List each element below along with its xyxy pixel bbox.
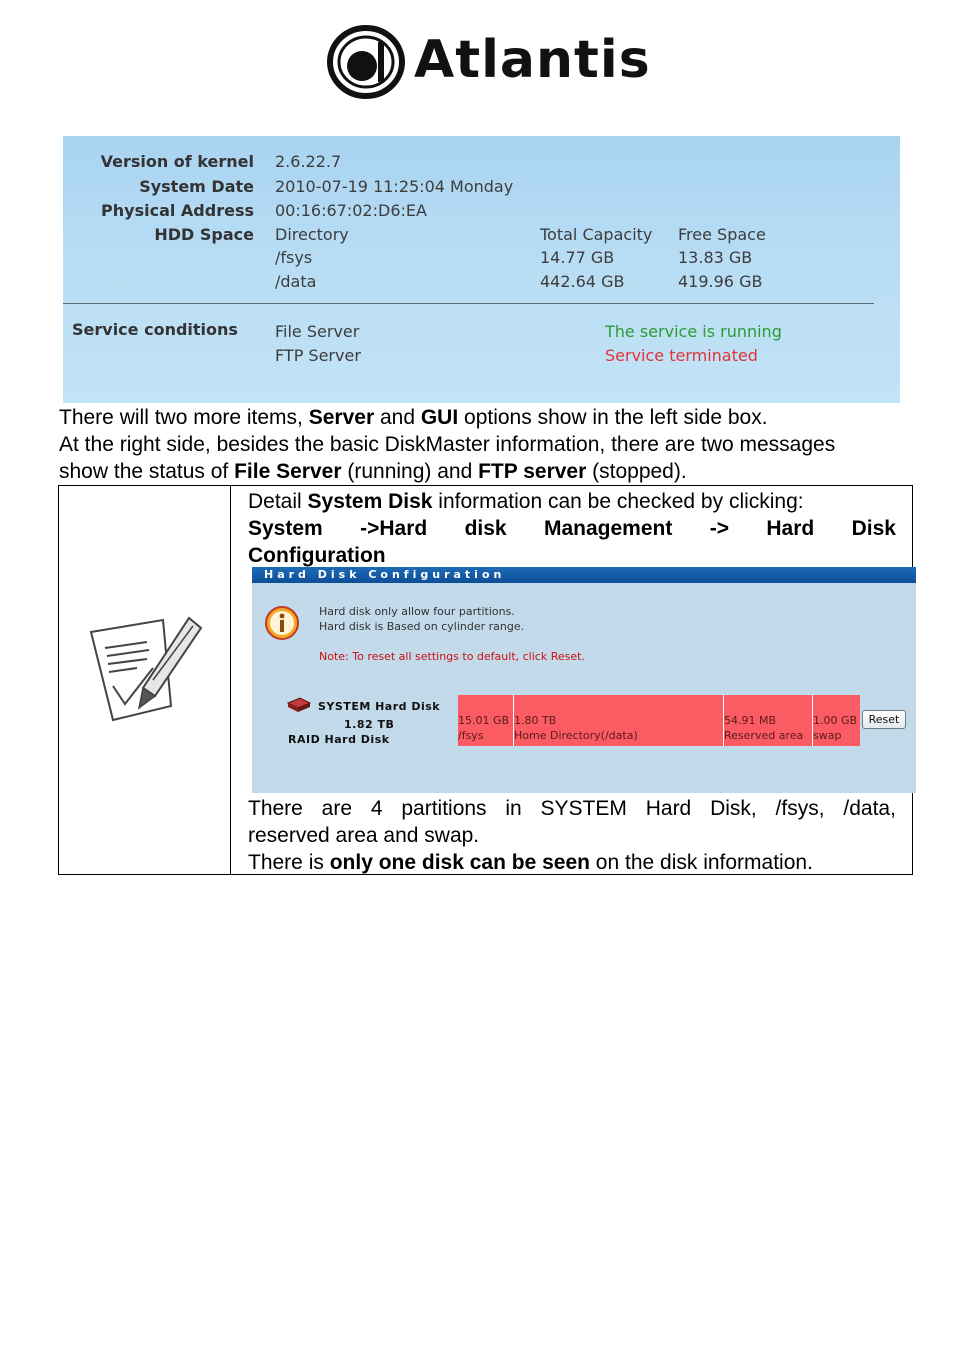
bold-ftp-server: FTP server (478, 460, 587, 483)
text-span: There is (248, 851, 330, 874)
service-name: File Server (275, 322, 360, 341)
partition-label: /fsys (458, 729, 484, 742)
hdd-row-total: 442.64 GB (540, 272, 625, 291)
path-word: -> (709, 517, 729, 540)
word: /fsys, (775, 797, 825, 820)
hdd-header-free: Free Space (678, 225, 766, 244)
bold-system-disk: System Disk (307, 490, 433, 513)
path-word: disk (464, 517, 507, 540)
partition-segment[interactable] (813, 695, 860, 746)
disk-type: RAID Hard Disk (288, 733, 390, 746)
atlantis-logo (326, 24, 651, 100)
hdd-row-total: 14.77 GB (540, 248, 615, 267)
word: Hard (645, 797, 692, 820)
partition-size: 15.01 GB (458, 714, 510, 727)
system-date-value: 2010-07-19 11:25:04 Monday (275, 177, 514, 196)
logo-text: Atlantis (414, 30, 651, 90)
kernel-label: Version of kernel (100, 152, 254, 171)
hdc-message: Hard disk is Based on cylinder range. (319, 620, 525, 633)
atlantis-logo-mark-icon (326, 24, 406, 100)
menu-path-line (248, 515, 896, 542)
hdd-header-total: Total Capacity (540, 225, 653, 244)
partition-segment[interactable] (458, 695, 514, 746)
word: /data, (843, 797, 896, 820)
partitions-line-2: reserved area and swap. (248, 824, 480, 847)
service-conditions-label: Service conditions (72, 320, 238, 339)
hdd-row-dir: /fsys (275, 248, 313, 267)
partition-label: swap (813, 729, 842, 742)
partition-label: Reserved area (724, 729, 804, 742)
hdd-row-free: 419.96 GB (678, 272, 763, 291)
disk-name: SYSTEM Hard Disk (318, 700, 441, 713)
paragraph-right-side: At the right side, besides the basic DiskMaster information, there are two messages (59, 433, 836, 456)
bold-only-one-disk: only one disk can be seen (329, 851, 590, 874)
text-span: show the status of (59, 460, 235, 483)
hdd-row-dir: /data (275, 272, 317, 291)
text-span: Detail (248, 490, 308, 513)
separator-line (63, 303, 874, 304)
hdc-reset-note: Note: To reset all settings to default, click Reset. (319, 650, 585, 663)
service-name: FTP Server (275, 346, 361, 365)
bold-server: Server (308, 406, 375, 429)
reset-button[interactable]: Reset (862, 710, 906, 729)
paragraph-status (59, 458, 687, 485)
word: in (505, 797, 522, 820)
menu-path-last: Configuration (248, 544, 386, 567)
hdc-title: Hard Disk Configuration (252, 567, 916, 583)
partition-label: Home Directory(/data) (514, 729, 638, 742)
table-divider (230, 486, 231, 874)
hard-disk-configuration-screenshot (252, 567, 916, 793)
note-line-detail (248, 488, 896, 515)
physical-address-label: Physical Address (101, 201, 254, 220)
partitions-line (248, 795, 896, 822)
service-status-terminated: Service terminated (605, 346, 758, 365)
status-panel-screenshot (63, 136, 900, 403)
service-status-running: The service is running (605, 322, 782, 341)
note-pencil-icon (85, 610, 207, 722)
kernel-value: 2.6.22.7 (275, 152, 342, 171)
word: There (248, 797, 303, 820)
partition-segment[interactable] (514, 695, 724, 746)
word: Disk, (710, 797, 757, 820)
hdd-space-label: HDD Space (154, 225, 254, 244)
partition-size: 54.91 MB (724, 714, 777, 727)
physical-address-value: 00:16:67:02:D6:EA (275, 201, 427, 220)
path-word: ->Hard (360, 517, 428, 540)
text-span: and (374, 406, 421, 429)
path-word: System (248, 517, 323, 540)
info-icon (264, 605, 300, 641)
word: SYSTEM (540, 797, 627, 820)
path-word: Disk (851, 517, 896, 540)
text-span: (stopped). (586, 460, 687, 483)
partition-size: 1.00 GB (813, 714, 858, 727)
hdc-message: Hard disk only allow four partitions. (319, 605, 515, 618)
bold-gui: GUI (420, 406, 459, 429)
partition-segment[interactable] (724, 695, 813, 746)
path-word: Hard (766, 517, 815, 540)
partition-bar (458, 695, 860, 746)
text-span: There will two more items, (59, 406, 309, 429)
text-span: on the disk information. (589, 851, 813, 874)
word: are (321, 797, 353, 820)
hdd-header-directory: Directory (275, 225, 349, 244)
hdd-row-free: 13.83 GB (678, 248, 753, 267)
system-date-label: System Date (139, 177, 254, 196)
bold-file-server: File Server (234, 460, 342, 483)
text-span: information can be checked by clicking: (432, 490, 804, 513)
text-span: (running) and (341, 460, 479, 483)
partition-size: 1.80 TB (514, 714, 557, 727)
word: partitions (401, 797, 487, 820)
text-span: options show in the left side box. (458, 406, 768, 429)
paragraph-items (59, 404, 768, 431)
hard-disk-icon (286, 697, 312, 713)
word: 4 (370, 797, 383, 820)
path-word: Management (543, 517, 673, 540)
only-one-disk-line (248, 849, 896, 876)
disk-size: 1.82 TB (344, 718, 395, 731)
